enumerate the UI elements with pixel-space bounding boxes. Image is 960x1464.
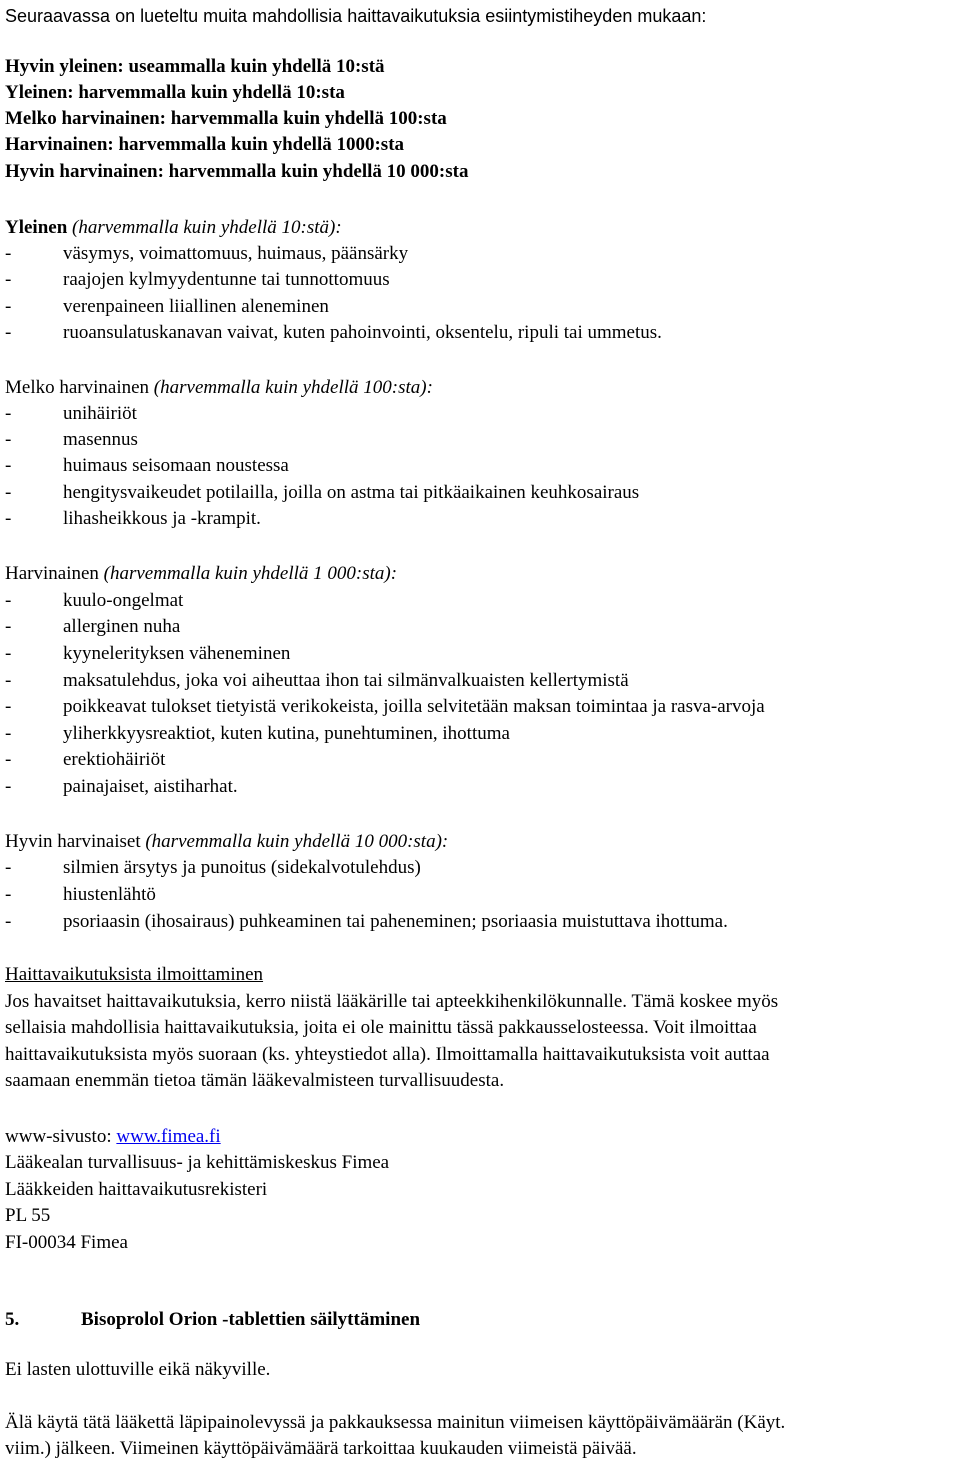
list-item: lihasheikkous ja -krampit.: [63, 508, 261, 529]
contact-line: Lääkealan turvallisuus- ja kehittämiskeskus Fimea: [5, 1152, 390, 1173]
bullet-marker: -: [5, 616, 12, 637]
group-heading: Harvinainen: [5, 563, 99, 584]
website-label: www-sivusto:: [5, 1126, 117, 1147]
list-item: silmien ärsytys ja punoitus (sidekalvotulehdus): [63, 857, 421, 878]
group-heading-line: [5, 217, 342, 239]
intro-text: Seuraavassa on lueteltu muita mahdollisia haittavaikutuksia esiintymistiheyden mukaan:: [5, 6, 707, 26]
bullet-marker: -: [5, 670, 12, 691]
bullet-marker: -: [5, 911, 12, 932]
bullet-marker: -: [5, 749, 12, 770]
group-heading-line: [5, 563, 397, 585]
list-item: maksatulehdus, joka voi aiheuttaa ihon tai silmänvalkuaisten kellertymistä: [63, 670, 629, 691]
list-item: yliherkkyysreaktiot, kuten kutina, punehtuminen, ihottuma: [63, 723, 510, 744]
list-item: hengitysvaikeudet potilailla, joilla on astma tai pitkäaikainen keuhkosairaus: [63, 482, 640, 503]
group-heading: Melko harvinainen: [5, 377, 150, 398]
bullet-marker: -: [5, 857, 12, 878]
reporting-heading: Haittavaikutuksista ilmoittaminen: [5, 964, 264, 985]
bullet-marker: -: [5, 296, 12, 317]
frequency-scale-line: Hyvin yleinen: useammalla kuin yhdellä 10:stä: [5, 56, 385, 77]
reporting-paragraph-line: Jos havaitset haittavaikutuksia, kerro niistä lääkärille tai apteekkihenkilökunnalle. Tämä koskee myös: [5, 991, 779, 1012]
list-item: väsymys, voimattomuus, huimaus, päänsärky: [63, 243, 409, 264]
section-number: 5.: [5, 1309, 20, 1330]
bullet-marker: -: [5, 723, 12, 744]
group-qualifier: (harvemmalla kuin yhdellä 1 000:sta):: [103, 563, 398, 584]
reporting-paragraph-line: sellaisia mahdollisia haittavaikutuksia, joita ei ole mainittu tässä pakkausselosteessa. Voit ilmoittaa: [5, 1017, 757, 1038]
contact-line: PL 55: [5, 1205, 51, 1226]
contact-line: FI-00034 Fimea: [5, 1232, 128, 1253]
list-item: kyynelerityksen väheneminen: [63, 643, 291, 664]
contact-line: Lääkkeiden haittavaikutusrekisteri: [5, 1179, 268, 1200]
bullet-marker: -: [5, 643, 12, 664]
list-item: ruoansulatuskanavan vaivat, kuten pahoinvointi, oksentelu, ripuli tai ummetus.: [63, 322, 662, 343]
website-line: [5, 1126, 221, 1148]
list-item: unihäiriöt: [63, 403, 137, 424]
group-qualifier: (harvemmalla kuin yhdellä 10 000:sta):: [145, 831, 449, 852]
frequency-scale-line: Melko harvinainen: harvemmalla kuin yhdellä 100:sta: [5, 108, 447, 129]
bullet-marker: -: [5, 884, 12, 905]
bullet-marker: -: [5, 776, 12, 797]
group-qualifier: (harvemmalla kuin yhdellä 10:stä):: [72, 217, 342, 238]
frequency-scale-line: Hyvin harvinainen: harvemmalla kuin yhdellä 10 000:sta: [5, 161, 469, 182]
frequency-scale-line: Harvinainen: harvemmalla kuin yhdellä 1000:sta: [5, 134, 405, 155]
bullet-marker: -: [5, 482, 12, 503]
list-item: huimaus seisomaan noustessa: [63, 455, 289, 476]
frequency-scale-line: Yleinen: harvemmalla kuin yhdellä 10:sta: [5, 82, 345, 103]
bullet-marker: -: [5, 590, 12, 611]
bullet-marker: -: [5, 429, 12, 450]
section-paragraph-line: Älä käytä tätä lääkettä läpipainolevyssä ja pakkauksessa mainitun viimeisen käyttöpäivämäärän (Käyt.: [5, 1412, 786, 1433]
bullet-marker: -: [5, 455, 12, 476]
list-item: erektiohäiriöt: [63, 749, 166, 770]
bullet-marker: -: [5, 403, 12, 424]
group-heading: Hyvin harvinaiset: [5, 831, 141, 852]
list-item: verenpaineen liiallinen aleneminen: [63, 296, 329, 317]
group-heading-line: [5, 831, 448, 853]
list-item: kuulo-ongelmat: [63, 590, 184, 611]
list-item: allerginen nuha: [63, 616, 181, 637]
list-item: psoriaasin (ihosairaus) puhkeaminen tai paheneminen; psoriaasia muistuttava ihottuma.: [63, 911, 728, 932]
list-item: poikkeavat tulokset tietyistä verikokeista, joilla selvitetään maksan toimintaa ja rasva-arvoja: [63, 696, 765, 717]
section-paragraph-line: viim.) jälkeen. Viimeinen käyttöpäivämäärä tarkoittaa kuukauden viimeistä päivää.: [5, 1438, 637, 1459]
group-heading: Yleinen: [5, 217, 68, 238]
list-item: painajaiset, aistiharhat.: [63, 776, 238, 797]
list-item: raajojen kylmyydentunne tai tunnottomuus: [63, 269, 390, 290]
reporting-paragraph-line: haittavaikutuksista myös suoraan (ks. yhteystiedot alla). Ilmoittamalla haittavaikutuksista voit auttaa: [5, 1044, 770, 1065]
bullet-marker: -: [5, 508, 12, 529]
group-qualifier: (harvemmalla kuin yhdellä 100:sta):: [153, 377, 433, 398]
bullet-marker: -: [5, 243, 12, 264]
bullet-marker: -: [5, 322, 12, 343]
section-title: Bisoprolol Orion -tablettien säilyttäminen: [81, 1309, 421, 1330]
list-item: hiustenlähtö: [63, 884, 156, 905]
bullet-marker: -: [5, 269, 12, 290]
section-paragraph: Ei lasten ulottuville eikä näkyville.: [5, 1359, 271, 1380]
reporting-paragraph-line: saamaan enemmän tietoa tämän lääkevalmisteen turvallisuudesta.: [5, 1070, 505, 1091]
fimea-website-link[interactable]: www.fimea.fi: [116, 1126, 221, 1147]
list-item: masennus: [63, 429, 138, 450]
bullet-marker: -: [5, 696, 12, 717]
group-heading-line: [5, 377, 433, 399]
